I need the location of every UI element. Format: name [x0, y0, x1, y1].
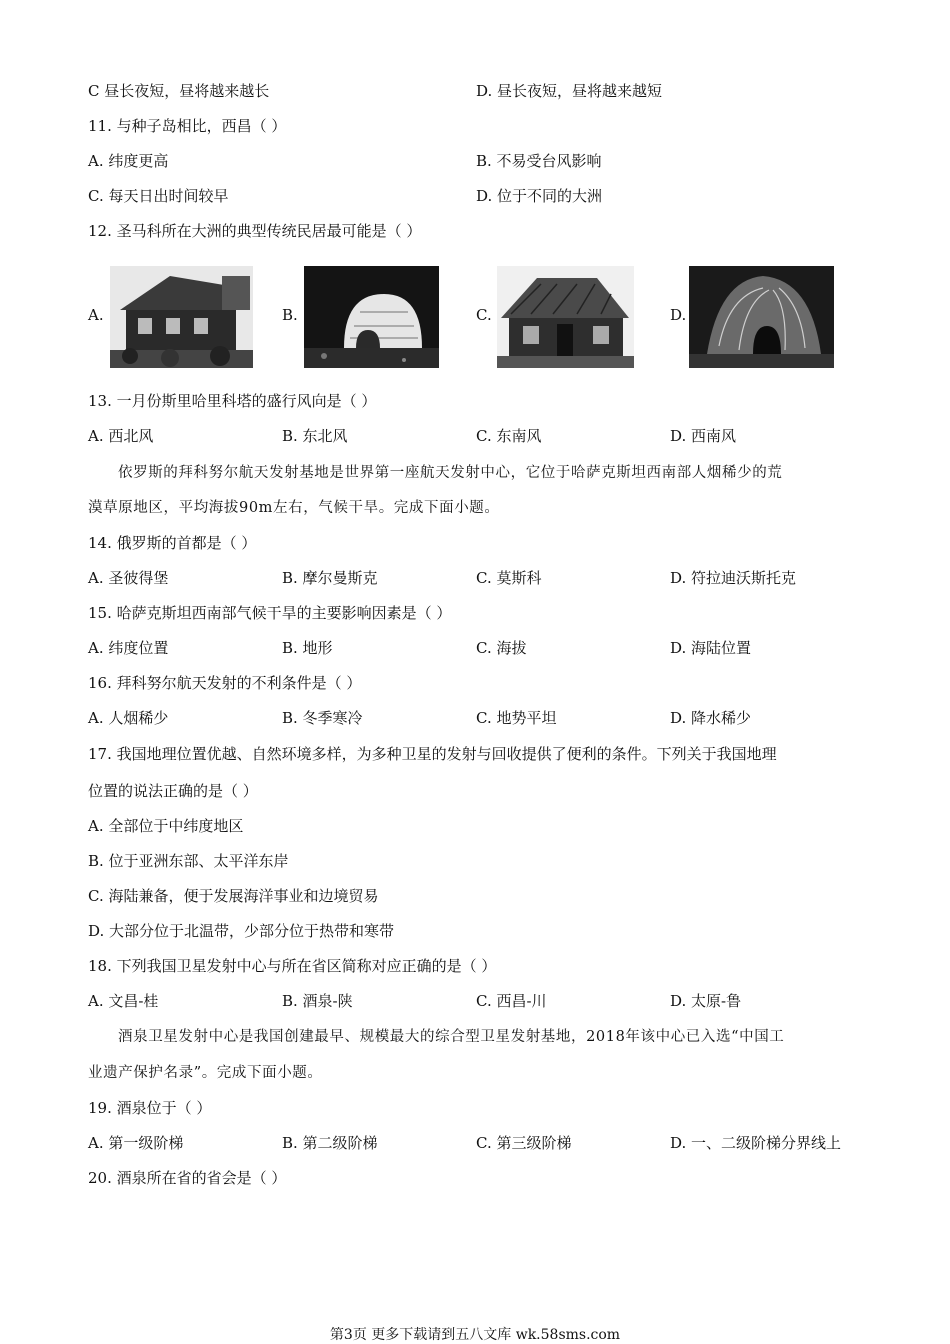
option-d: D. 海陆位置	[670, 639, 752, 657]
question-17-option-b	[0, 849, 950, 873]
question-stem: 15. 哈萨克斯坦西南部气候干旱的主要影响因素是（ ）	[88, 604, 452, 622]
question-13	[0, 389, 950, 413]
thatched-cottage-photo-icon	[497, 266, 634, 368]
question-stem: 位置的说法正确的是（ ）	[88, 782, 258, 800]
option-c-label: C.	[476, 306, 492, 324]
question-stem: 14. 俄罗斯的首都是（ ）	[88, 534, 257, 552]
question-16	[0, 671, 950, 695]
grass-hut-photo-icon	[689, 266, 834, 368]
option-a: A. 西北风	[88, 427, 154, 445]
option-b: B. 地形	[282, 639, 333, 657]
option-d: D. 一、二级阶梯分界线上	[670, 1134, 842, 1152]
option-b: B. 第二级阶梯	[282, 1134, 378, 1152]
option-d: D. 位于不同的大洲	[476, 187, 603, 205]
question-17-line-1	[0, 742, 950, 766]
passage-text: 业遗产保护名录”。完成下面小题。	[88, 1065, 323, 1081]
option-a: A. 人烟稀少	[88, 709, 169, 727]
option-b: B. 摩尔曼斯克	[282, 569, 378, 587]
option-d: D. 符拉迪沃斯托克	[670, 569, 797, 587]
question-17-option-a	[0, 814, 950, 838]
page-footer: 第3页 更多下载请到五八文库 wk.58sms.com	[329, 1327, 621, 1343]
option-c: C 昼长夜短，昼将越来越长	[88, 82, 270, 100]
option-b: B. 位于亚洲东部、太平洋东岸	[88, 852, 289, 870]
question-stem: 20. 酒泉所在省的省会是（ ）	[88, 1169, 287, 1187]
option-b: B. 酒泉-陕	[282, 992, 353, 1010]
question-stem: 11. 与种子岛相比，西昌（ ）	[88, 117, 287, 135]
option-a: A. 圣彼得堡	[88, 569, 169, 587]
passage-1-line-1	[0, 461, 950, 485]
option-b: B. 东北风	[282, 427, 348, 445]
option-d: D. 太原-鲁	[670, 992, 742, 1010]
option-c: C. 莫斯科	[476, 569, 542, 587]
option-c: C. 海陆兼备，便于发展海洋事业和边境贸易	[88, 887, 379, 905]
question-16-options	[0, 706, 950, 730]
question-14	[0, 531, 950, 555]
question-stem: 13. 一月份斯里哈里科塔的盛行风向是（ ）	[88, 392, 377, 410]
wooden-house-photo-icon	[110, 266, 253, 368]
question-stem: 12. 圣马科所在大洲的典型传统民居最可能是（ ）	[88, 222, 422, 240]
option-c: C. 每天日出时间较早	[88, 187, 229, 205]
question-19-options	[0, 1131, 950, 1155]
question-18	[0, 954, 950, 978]
option-b: B. 冬季寒冷	[282, 709, 363, 727]
question-17-option-c	[0, 884, 950, 908]
option-c: C. 东南风	[476, 427, 542, 445]
passage-2-line-2	[0, 1061, 950, 1085]
option-c: C. 第三级阶梯	[476, 1134, 572, 1152]
question-20	[0, 1166, 950, 1190]
question-12	[0, 219, 950, 243]
option-a: A. 纬度更高	[88, 152, 169, 170]
option-b-label: B.	[282, 306, 298, 324]
option-a: A. 纬度位置	[88, 639, 169, 657]
option-a: A. 文昌-桂	[88, 992, 159, 1010]
question-13-options	[0, 424, 950, 448]
passage-text: 酒泉卫星发射中心是我国创建最早、规模最大的综合型卫星发射基地，2018年该中心已入选“中国工	[118, 1029, 785, 1045]
question-stem: 18. 下列我国卫星发射中心与所在省区简称对应正确的是（ ）	[88, 957, 497, 975]
question-stem: 19. 酒泉位于（ ）	[88, 1099, 212, 1117]
question-14-options	[0, 566, 950, 590]
passage-text: 漠草原地区，平均海拔90m左右，气候干旱。完成下面小题。	[88, 500, 500, 516]
question-11-options-row2	[0, 184, 950, 208]
question-17-line-2	[0, 779, 950, 803]
option-b: B. 不易受台风影响	[476, 152, 602, 170]
option-a: A. 全部位于中纬度地区	[88, 817, 244, 835]
option-d: D. 昼长夜短，昼将越来越短	[476, 82, 663, 100]
question-12-image-options	[0, 266, 950, 370]
option-c: C. 地势平坦	[476, 709, 557, 727]
passage-1-line-2	[0, 496, 950, 520]
question-stem: 17. 我国地理位置优越、自然环境多样，为多种卫星的发射与回收提供了便利的条件。下列关于我国地理	[88, 745, 777, 763]
option-a-label: A.	[88, 306, 104, 324]
option-c: C. 西昌-川	[476, 992, 547, 1010]
question-19	[0, 1096, 950, 1120]
question-15-options	[0, 636, 950, 660]
passage-text: 依罗斯的拜科努尔航天发射基地是世界第一座航天发射中心，它位于哈萨克斯坦西南部人烟稀少的荒	[118, 465, 783, 481]
question-10-options	[0, 79, 950, 103]
question-11-options-row1	[0, 149, 950, 173]
option-a: A. 第一级阶梯	[88, 1134, 184, 1152]
question-11	[0, 114, 950, 138]
question-18-options	[0, 989, 950, 1013]
option-c: C. 海拔	[476, 639, 527, 657]
option-d: D. 西南风	[670, 427, 737, 445]
question-17-option-d	[0, 919, 950, 943]
question-stem: 16. 拜科努尔航天发射的不利条件是（ ）	[88, 674, 362, 692]
option-d: D. 大部分位于北温带，少部分位于热带和寒带	[88, 922, 395, 940]
igloo-photo-icon	[304, 266, 439, 368]
option-d-label: D.	[670, 306, 687, 324]
question-15	[0, 601, 950, 625]
passage-2-line-1	[0, 1025, 950, 1049]
option-d: D. 降水稀少	[670, 709, 752, 727]
